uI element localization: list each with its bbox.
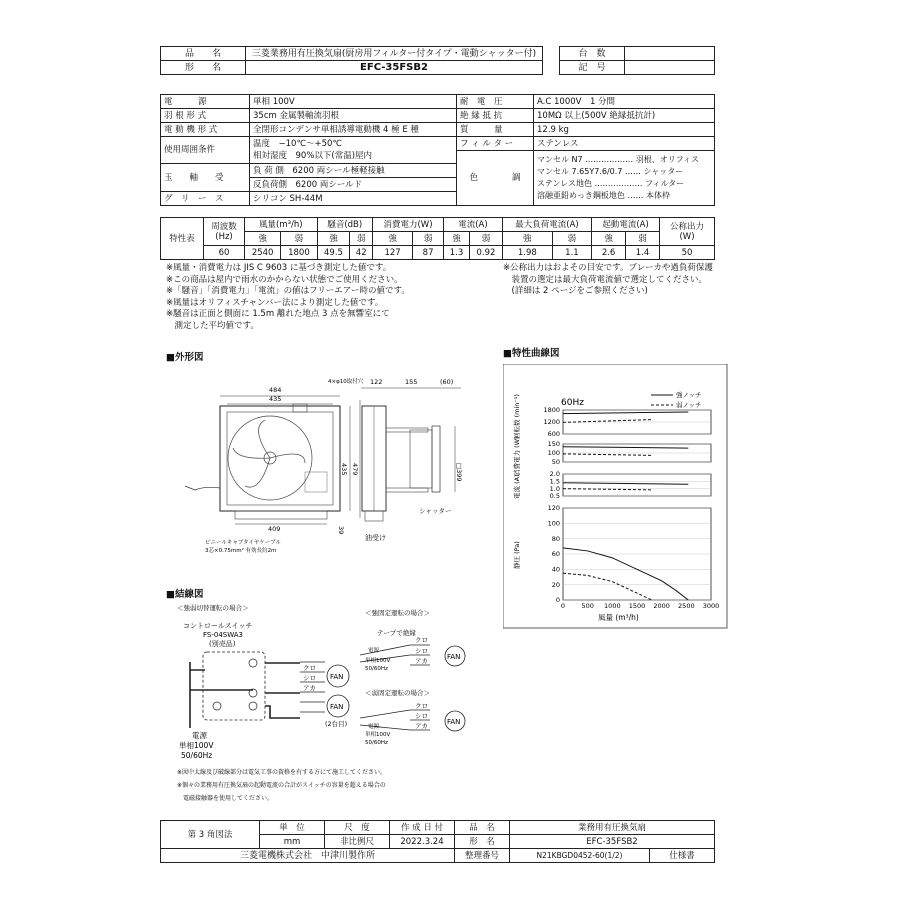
spec-value-2: 反負荷側 6200 両シールド	[253, 179, 363, 190]
spec-label: 電 動 機 形 式	[161, 123, 250, 137]
outline-title: ■外形図	[166, 352, 204, 363]
y-tick-label: 1200	[543, 418, 560, 427]
scale-label: 尺 度	[325, 821, 390, 835]
char-value: 42	[350, 246, 373, 260]
y-tick-label: 60	[551, 550, 560, 559]
wiring-diagram	[165, 600, 485, 815]
spec-table	[160, 94, 715, 206]
chart-x-ticks	[561, 602, 719, 610]
switch-name: コントロールスイッチ	[183, 622, 253, 630]
cable-spec: 3芯×0.75mm² 有効長約2m	[205, 548, 277, 554]
series-strong-line	[563, 412, 688, 414]
power-spec: 単相100V	[179, 741, 214, 750]
wiring-note-1: ※図中太線及び破線部分は電気工事の資格を有する方にて施工してください。	[177, 769, 387, 776]
char-value: 1.1	[552, 246, 591, 260]
spec-label: 質 量	[457, 123, 534, 137]
char-sub: 強	[245, 232, 281, 246]
char-value: 1800	[281, 246, 317, 260]
char-value: 60	[204, 246, 245, 260]
spec-value: 12.9 kg	[534, 123, 715, 137]
char-value: 2.6	[592, 246, 626, 260]
weak-case-label: ＜弱固定運転の場合＞	[365, 689, 430, 697]
char-value: 87	[413, 246, 444, 260]
y-tick-label: 100	[547, 519, 560, 528]
x-tick-label: 1000	[604, 602, 621, 610]
spec-value: 温度 −10℃〜+50℃	[253, 139, 342, 149]
char-header: 最大負荷電流(A)	[502, 218, 591, 232]
char-header: 公称出力 (W)	[660, 218, 715, 246]
model-value: EFC-35FSB2	[246, 61, 543, 75]
date-value: 2022.3.24	[390, 835, 455, 849]
fixed-wire-red: アカ	[415, 657, 428, 665]
footer-table	[160, 820, 715, 863]
switch-case-label: ＜強弱切替運転の場合＞	[177, 604, 249, 612]
fan-1: FAN	[330, 673, 344, 681]
curve-title: ■特性曲線図	[503, 348, 560, 359]
char-value: 1.98	[502, 246, 552, 260]
y-tick-label: 0.5	[549, 492, 560, 501]
dim-479: 479	[351, 463, 359, 476]
char-sub: 強	[502, 232, 552, 246]
y-tick-label: 1.5	[549, 477, 560, 486]
y-tick-label: 1.0	[549, 484, 560, 493]
y-tick-label: 20	[551, 580, 560, 589]
char-value: 50	[660, 246, 715, 260]
shutter-label: シャッター	[419, 507, 452, 515]
switch-model: FS-04SWA3	[203, 631, 244, 639]
char-value: 2540	[245, 246, 281, 260]
dim-60: (60)	[440, 378, 454, 386]
power-freq: 50/60Hz	[181, 751, 213, 760]
spec-value: 35cm 金属製軸流羽根	[250, 109, 457, 123]
char-sub: 弱	[350, 232, 373, 246]
weak-wire-white: シロ	[415, 712, 428, 720]
y-tick-label: 0	[555, 596, 560, 605]
char-sub: 弱	[281, 232, 317, 246]
weak-wire-black: クロ	[415, 702, 428, 710]
chart-y-ticks	[543, 406, 560, 604]
fixed-power-freq: 50/60Hz	[365, 666, 388, 672]
power-label: 電源	[192, 731, 207, 740]
spec-value-2: 相対湿度 90%以下(常温)屋内	[253, 151, 373, 161]
name-value: 三菱業務用有圧換気扇(厨房用フィルター付タイプ・電動シャッター付)	[246, 47, 543, 61]
char-header: 起動電流(A)	[592, 218, 660, 232]
count-value	[625, 47, 715, 61]
fan-2: FAN	[330, 703, 344, 711]
weak-power-freq: 50/60Hz	[365, 740, 388, 746]
spec-label: グ リ ー ス	[161, 192, 250, 206]
color-row: 溶融亜鉛めっき鋼板地色 …… 本体枠	[537, 191, 671, 200]
doc-no-value: N21KBGD0452-60(1/2)	[510, 849, 650, 863]
char-sub: 弱	[626, 232, 660, 246]
name-label: 品 名	[161, 47, 246, 61]
char-header: 騒音(dB)	[317, 218, 372, 232]
dim-122: 122	[370, 378, 383, 386]
fixed-power-spec: 単相100V	[365, 658, 391, 664]
char-value: 1.4	[626, 246, 660, 260]
char-sub: 弱	[413, 232, 444, 246]
switch-note: (別売品)	[209, 640, 236, 648]
doc-no-label: 整理番号	[455, 849, 510, 863]
x-tick-label: 500	[581, 602, 594, 610]
char-sub: 強	[317, 232, 350, 246]
series-weak-line	[563, 454, 652, 455]
weak-wire-red: アカ	[415, 722, 428, 730]
model-label: 形 名	[161, 61, 246, 75]
spec-value: 10MΩ 以上(500V 絶縁抵抗計)	[534, 109, 715, 123]
weak-power: 電源	[368, 724, 380, 730]
wiring-title: ■結線図	[166, 589, 204, 600]
ylabel-power: 消費電力 (W)	[513, 436, 521, 476]
footer-name-label: 品 名	[455, 821, 510, 835]
spec-label: フ ィ ル タ ー	[457, 137, 534, 151]
dim-435-v: 435	[340, 463, 348, 476]
spec-value: 全閉形コンデンサ単相誘導電動機 4 極 E 種	[250, 123, 457, 137]
wiring-note-3: 電磁接触器を使用してください。	[177, 795, 274, 802]
y-tick-label: 120	[547, 504, 560, 513]
y-tick-label: 2.0	[549, 470, 560, 479]
char-header: 電流(A)	[444, 218, 503, 232]
ylabel-pressure: 静圧 (Pa)	[513, 541, 521, 569]
dim-484: 484	[269, 386, 282, 394]
char-sub: 弱	[470, 232, 503, 246]
x-tick-label: 1500	[628, 602, 646, 610]
spec-label: 玉 軸 受	[161, 164, 250, 192]
fan-4: FAN	[447, 718, 461, 726]
y-tick-label: 40	[551, 565, 560, 574]
projection-label: 第 3 角図法	[161, 821, 260, 849]
char-value: 49.5	[317, 246, 350, 260]
series-weak-line	[563, 573, 652, 600]
notes-left: ※風量・消費電力は JIS C 9603 に基づき測定した値です。 ※この商品は屋内で雨水のかからない状態でご使用ください。 ※「騒音」「消費電力」「電流」の値はフリーエアー時の値です。 ※風量はオリフィスチャンバー法により測定した値です。 ※騒音は正面と側面に 1.5m 離れた地点 3 点を無響室にて 測定した平均値です。	[166, 263, 410, 331]
xlabel: 風量 (m³/h)	[598, 613, 639, 622]
char-header: 消費電力(W)	[373, 218, 444, 232]
char-sub: 強	[373, 232, 413, 246]
spec-label: 電 源	[161, 95, 250, 109]
ylabel-current: 電流 (A)	[513, 474, 521, 499]
char-header: 風量(m³/h)	[245, 218, 318, 232]
unit-label: 単 位	[260, 821, 325, 835]
spec-label: 使用周囲条件	[161, 137, 250, 164]
series-strong-line	[563, 548, 688, 600]
char-sub: 強	[592, 232, 626, 246]
y-tick-label: 80	[551, 534, 560, 543]
weak-power-spec: 単相100V	[365, 732, 391, 738]
legend-strong: 強ノッチ	[676, 391, 702, 399]
x-tick-label: 2500	[678, 602, 695, 610]
x-tick-label: 2000	[653, 602, 670, 610]
dim-435: 435	[269, 395, 282, 403]
color-row: マンセル 7.65Y7.6/0.7 …… シャッター	[537, 167, 684, 176]
chart-title: 60Hz	[561, 398, 584, 408]
cable-label: ビニールキャブタイヤケーブル	[205, 540, 281, 546]
dim-155: 155	[405, 378, 418, 386]
footer-name-value: 業務用有圧換気扇	[510, 821, 715, 835]
spec-label: 絶 縁 抵 抗	[457, 109, 534, 123]
fixed-wire-black: クロ	[415, 636, 428, 644]
spec-value: A.C 1000V 1 分間	[534, 95, 715, 109]
dim-holes: 4×φ10取付穴	[328, 379, 364, 385]
footer-model-label: 形 名	[455, 835, 510, 849]
notes-right: ※公称出力はおよその目安です。ブレーカや過負荷保護 装置の選定は最大負荷電流値で選定してください。 (詳細は 2 ページをご参照ください)	[503, 263, 713, 296]
wire-red: アカ	[303, 684, 316, 692]
series-strong-line	[563, 447, 688, 448]
spec-value: 負 荷 側 6200 両シール極軽接触	[253, 165, 385, 176]
legend-weak: 弱ノッチ	[676, 401, 702, 409]
color-row: ステンレス地色 ……………… フィルター	[537, 179, 685, 188]
char-value: 1.3	[444, 246, 470, 260]
header-table	[160, 46, 715, 75]
char-sub: 強	[444, 232, 470, 246]
doc-type: 仕様書	[650, 849, 715, 863]
y-tick-label: 100	[547, 449, 560, 458]
spec-value: シリコン SH-44M	[250, 192, 457, 206]
company: 三菱電機株式会社 中津川製作所	[161, 849, 455, 863]
fixed-power: 電源	[368, 648, 380, 654]
two-units-label: (2台目)	[325, 720, 348, 728]
wiring-note-2: ※個々の業務用有圧換気扇の起動電流の合計がスイッチの容量を超える場合の	[177, 782, 386, 789]
unit-value: mm	[260, 835, 325, 849]
chart-series	[563, 410, 711, 600]
y-tick-label: 50	[551, 458, 560, 467]
wire-white: シロ	[303, 674, 316, 682]
characteristic-chart	[503, 364, 728, 629]
fixed-wire-white: シロ	[415, 647, 428, 655]
y-tick-label: 150	[547, 440, 560, 449]
spec-value: 単相 100V	[250, 95, 457, 109]
x-tick-label: 0	[560, 602, 566, 610]
x-tick-label: 3000	[702, 602, 720, 610]
char-value: 0.92	[470, 246, 503, 260]
fixed-case-label: ＜強固定運転の場合＞	[365, 609, 430, 617]
spec-label: 羽 根 形 式	[161, 109, 250, 123]
dim-39: 39	[337, 526, 345, 535]
char-label: 特性表	[161, 218, 204, 260]
color-label: 色 調	[457, 151, 534, 206]
dim-409: 409	[268, 525, 281, 533]
wire-black: クロ	[303, 664, 316, 672]
series-strong-line	[563, 483, 688, 484]
tape-label: テープで絶縁	[377, 629, 416, 637]
fan-3: FAN	[447, 653, 461, 661]
characteristics-table	[160, 217, 715, 260]
spec-value: ステンレス	[534, 137, 715, 151]
date-label: 作 成 日 付	[390, 821, 455, 835]
color-row: マンセル N7 ……………… 羽根、オリフィス	[537, 155, 700, 164]
scale-value: 非比例尺	[325, 835, 390, 849]
oil-pan-label: 油受け	[365, 534, 386, 542]
y-tick-label: 1800	[543, 406, 560, 415]
char-sub: 弱	[552, 232, 591, 246]
outline-drawing	[165, 368, 500, 583]
spec-label: 耐 電 圧	[457, 95, 534, 109]
symbol-value	[625, 61, 715, 75]
y-tick-label: 600	[547, 430, 560, 439]
ylabel-rpm: 回転数 (min⁻¹)	[513, 394, 521, 439]
char-value: 127	[373, 246, 413, 260]
symbol-label: 記 号	[560, 61, 625, 75]
count-label: 台 数	[560, 47, 625, 61]
char-header: 周波数 (Hz)	[204, 218, 245, 246]
footer-model-value: EFC-35FSB2	[510, 835, 715, 849]
dim-399: □399	[455, 463, 463, 482]
